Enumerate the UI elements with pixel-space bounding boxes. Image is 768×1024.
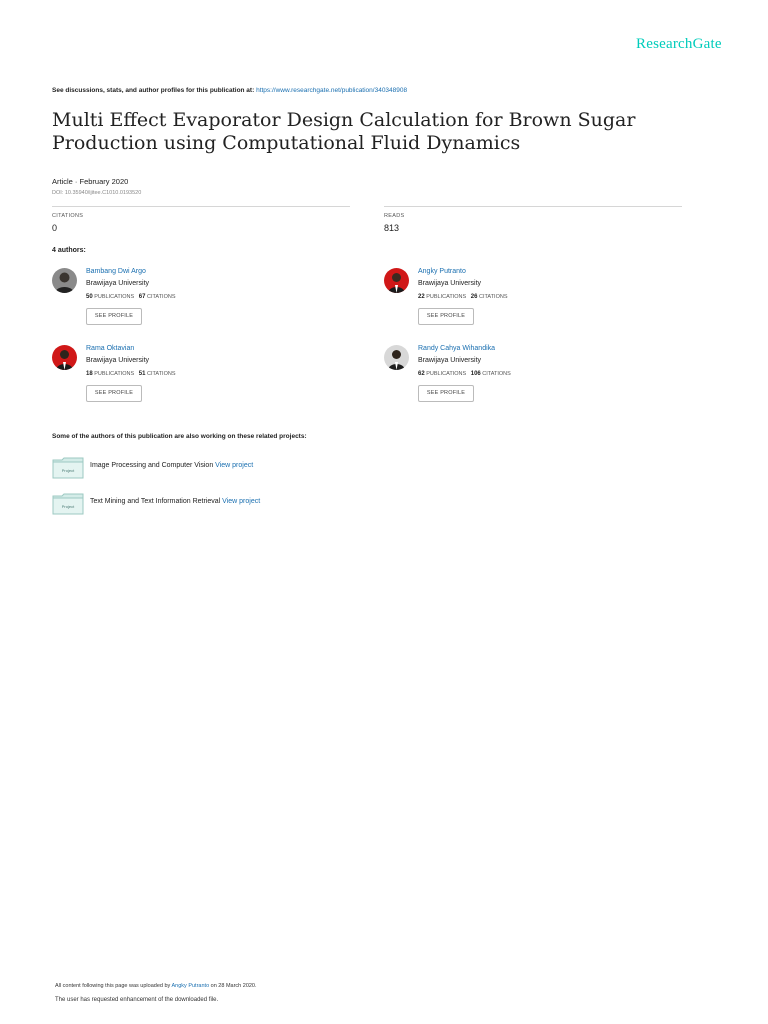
authors-heading: 4 authors: xyxy=(52,247,86,254)
author-card xyxy=(384,268,684,338)
publications-label: PUBLICATIONS xyxy=(94,371,135,377)
related-projects-heading: Some of the authors of this publication are also working on these related projects: xyxy=(52,433,307,440)
divider-reads xyxy=(384,206,682,207)
reads-label: READS xyxy=(384,213,405,219)
citations-count: 51 xyxy=(138,371,146,377)
publications-count: 50 xyxy=(86,294,93,300)
publications-count: 62 xyxy=(418,371,425,377)
author-avatar[interactable] xyxy=(52,345,77,370)
author-name-link[interactable]: Angky Putranto xyxy=(418,268,466,275)
author-institution: Brawijaya University xyxy=(86,357,150,364)
author-institution: Brawijaya University xyxy=(418,280,482,287)
citations-count: 26 xyxy=(470,294,478,300)
publication-url-link[interactable]: https://www.researchgate.net/publication/340348908 xyxy=(256,87,408,94)
project-icon-label: Project xyxy=(61,504,75,509)
reads-value: 813 xyxy=(384,223,400,233)
discussion-prefix: See discussions, stats, and author profiles for this publication at: xyxy=(52,87,255,94)
publications-label: PUBLICATIONS xyxy=(426,371,467,377)
author-stats xyxy=(86,294,176,300)
upload-suffix: on 28 March 2020. xyxy=(210,983,257,989)
see-profile-button[interactable]: SEE PROFILE xyxy=(86,385,142,402)
project-text xyxy=(90,498,260,505)
project-folder-icon xyxy=(52,457,84,479)
author-card xyxy=(52,268,352,338)
project-item xyxy=(52,493,452,519)
author-name-link[interactable]: Bambang Dwi Argo xyxy=(86,268,146,275)
author-card xyxy=(52,345,352,415)
author-institution: Brawijaya University xyxy=(418,357,482,364)
divider-citations xyxy=(52,206,350,207)
author-stats xyxy=(418,371,511,377)
citations-label: CITATIONS xyxy=(146,294,176,300)
author-stats xyxy=(418,294,508,300)
author-name-link[interactable]: Randy Cahya Wihandika xyxy=(418,345,496,352)
publications-label: PUBLICATIONS xyxy=(426,294,467,300)
upload-note xyxy=(55,983,257,989)
citations-count: 67 xyxy=(138,294,146,300)
see-profile-button[interactable]: SEE PROFILE xyxy=(86,308,142,325)
doi: DOI: 10.35940/ijitee.C1010.0193520 xyxy=(52,190,142,196)
project-item xyxy=(52,457,452,483)
project-folder-icon xyxy=(52,493,84,515)
researchgate-logo[interactable]: ResearchGate xyxy=(636,36,722,52)
publication-title: Multi Effect Evaporator Design Calculation for Brown Sugar Production using Computational Fluid Dynamics xyxy=(52,109,636,154)
citations-value: 0 xyxy=(52,223,58,233)
see-profile-button[interactable]: SEE PROFILE xyxy=(418,308,474,325)
project-name: Text Mining and Text Information Retrieval xyxy=(90,498,221,505)
citations-label: CITATIONS xyxy=(146,371,176,377)
citations-label: CITATIONS xyxy=(478,294,508,300)
uploader-link[interactable]: Angky Putranto xyxy=(171,983,210,989)
author-name-link[interactable]: Rama Oktavian xyxy=(86,345,135,352)
publications-count: 22 xyxy=(418,294,425,300)
author-card xyxy=(384,345,684,415)
author-avatar[interactable] xyxy=(384,268,409,293)
enhancement-note: The user has requested enhancement of the downloaded file. xyxy=(55,997,219,1003)
author-avatar[interactable] xyxy=(52,268,77,293)
project-text xyxy=(90,462,253,469)
citations-label: CITATIONS xyxy=(52,213,84,219)
view-project-link[interactable]: View project xyxy=(215,462,254,469)
author-stats xyxy=(86,371,176,377)
view-project-link[interactable]: View project xyxy=(222,498,261,505)
citations-label: CITATIONS xyxy=(482,371,511,377)
publications-label: PUBLICATIONS xyxy=(94,294,135,300)
article-type-date: Article · February 2020 xyxy=(52,177,129,186)
upload-prefix: All content following this page was uploaded by xyxy=(55,983,171,989)
author-avatar[interactable] xyxy=(384,345,409,370)
publications-count: 18 xyxy=(86,371,93,377)
project-name: Image Processing and Computer Vision xyxy=(90,462,214,469)
project-icon-label: Project xyxy=(61,468,75,473)
citations-count: 106 xyxy=(470,371,481,377)
see-profile-button[interactable]: SEE PROFILE xyxy=(418,385,474,402)
author-institution: Brawijaya University xyxy=(86,280,150,287)
discussion-line xyxy=(52,87,407,94)
